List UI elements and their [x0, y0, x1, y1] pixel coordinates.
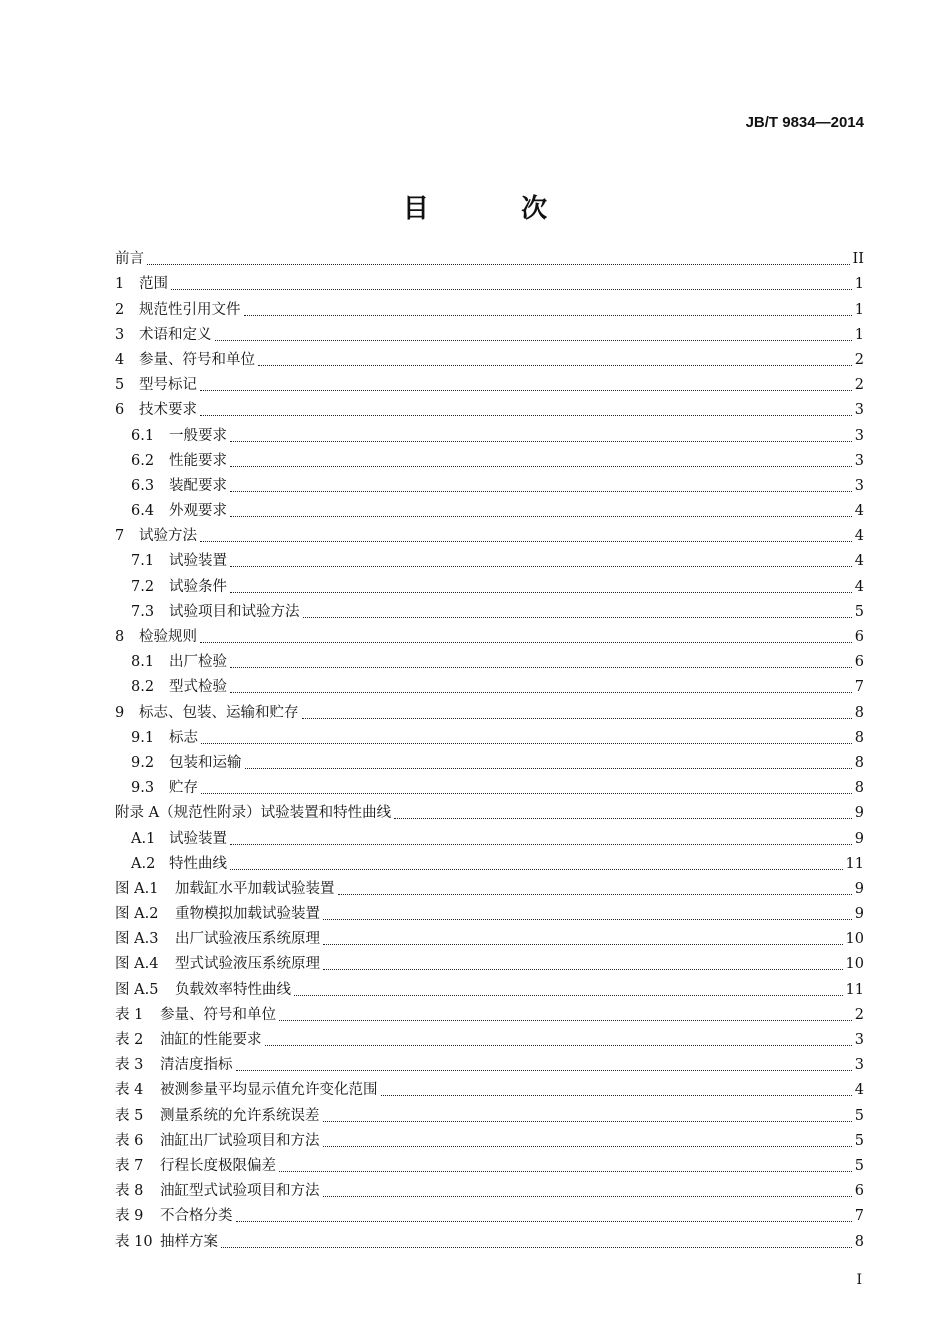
toc-entry-label: 前言	[115, 251, 144, 268]
toc-entry-label: 技术要求	[139, 402, 197, 419]
dot-leader	[201, 793, 852, 794]
toc-entry[interactable]	[115, 725, 864, 750]
toc-entry-label: 范围	[139, 276, 168, 293]
toc-entry-page: 9	[854, 906, 864, 923]
toc-entry-number: 6.3	[131, 477, 155, 494]
toc-entry-number: 8.1	[131, 654, 155, 671]
dot-leader	[200, 642, 852, 643]
toc-entry[interactable]	[115, 296, 864, 321]
dot-leader	[323, 919, 852, 920]
toc-entry[interactable]	[115, 548, 864, 573]
toc-entry-number: 9.1	[131, 729, 155, 746]
toc-entry[interactable]	[115, 876, 864, 901]
toc-entry-page: 11	[845, 855, 864, 872]
dot-leader	[323, 1146, 852, 1147]
toc-entry-label: 术语和定义	[139, 326, 212, 343]
toc-entry-number: A.1	[131, 830, 156, 847]
toc-entry-page: 6	[854, 629, 864, 645]
dot-leader	[201, 743, 852, 744]
toc-entry[interactable]	[115, 699, 864, 724]
toc-entry-page: 8	[854, 754, 864, 771]
toc-entry-label: 抽样方案	[160, 1233, 218, 1250]
toc-entry-page: 8	[854, 1233, 864, 1250]
toc-entry-number: 6.1	[131, 427, 155, 444]
toc-entry-number: 9	[115, 704, 125, 721]
toc-entry-number: 2	[115, 301, 125, 318]
dot-leader	[147, 264, 850, 265]
dot-leader	[279, 1020, 852, 1021]
toc-entry-number: 表 2	[115, 1032, 144, 1048]
toc-entry[interactable]	[115, 1128, 864, 1153]
toc-entry-number: 5	[115, 377, 125, 394]
toc-entry-page: 9	[854, 880, 864, 897]
toc-entry-page: 2	[854, 1006, 864, 1023]
toc-entry-label: 检验规则	[139, 629, 197, 645]
dot-leader	[200, 390, 852, 391]
toc-entry-label: 一般要求	[169, 427, 227, 444]
dot-leader	[230, 516, 852, 517]
toc-entry-page: 5	[854, 1132, 864, 1149]
toc-entry-number: 9.3	[131, 780, 155, 797]
toc-entry[interactable]	[115, 1153, 864, 1178]
dot-leader	[381, 1095, 852, 1096]
toc-entry-page: 9	[854, 805, 864, 822]
toc-entry[interactable]	[115, 1077, 864, 1102]
toc-entry-label: 型式检验	[169, 679, 227, 696]
toc-entry-number: 图 A.5	[115, 981, 159, 998]
toc-entry-page: 7	[854, 1208, 864, 1225]
toc-entry-page: 3	[854, 402, 864, 419]
toc-entry-page: 3	[854, 1057, 864, 1074]
toc-entry-page: 1	[854, 301, 864, 318]
toc-entry-page: 8	[854, 729, 864, 746]
toc-entry-label: 参量、符号和单位	[139, 351, 255, 368]
dot-leader	[230, 692, 852, 693]
toc-entry[interactable]	[115, 1002, 864, 1027]
toc-entry-page: 8	[854, 704, 864, 721]
dot-leader	[215, 340, 852, 341]
dot-leader	[244, 315, 852, 316]
toc-entry-page: 3	[854, 477, 864, 494]
dot-leader	[338, 894, 852, 895]
dot-leader	[258, 365, 852, 366]
toc-entry[interactable]	[115, 573, 864, 598]
toc-entry-page: 4	[854, 1082, 864, 1099]
dot-leader	[323, 1121, 852, 1122]
dot-leader	[323, 1196, 852, 1197]
dot-leader	[323, 944, 843, 945]
toc-entry-label: 测量系统的允许系统误差	[160, 1107, 320, 1124]
toc-entry-number: 表 6	[115, 1132, 144, 1149]
toc-entry-number: 表 8	[115, 1183, 144, 1200]
toc-entry-label: 试验项目和试验方法	[169, 603, 300, 620]
toc-entry[interactable]	[115, 624, 864, 649]
toc-entry[interactable]	[115, 800, 864, 825]
toc-entry-number: 表 7	[115, 1157, 144, 1174]
dot-leader	[171, 289, 852, 290]
toc-entry-label: 出厂检验	[169, 654, 227, 671]
toc-entry-page: 3	[854, 1032, 864, 1048]
toc-entry-label: 型号标记	[139, 377, 197, 394]
toc-entry-label: 被测参量平均显示值允许变化范围	[160, 1082, 378, 1099]
toc-entry-label: 加载缸水平加载试验装置	[175, 880, 335, 897]
dot-leader	[230, 844, 852, 845]
toc-entry[interactable]	[115, 951, 864, 976]
toc-entry-page: 5	[854, 1107, 864, 1124]
toc-entry[interactable]	[115, 750, 864, 775]
toc-entry-label: 性能要求	[169, 452, 227, 469]
toc-entry-number: 表 10	[115, 1233, 153, 1250]
toc-entry-number: 7	[115, 528, 125, 545]
toc-entry-page: 8	[854, 780, 864, 797]
toc-entry[interactable]	[115, 498, 864, 523]
toc-entry-number: 表 3	[115, 1057, 144, 1074]
toc-entry[interactable]	[115, 271, 864, 296]
toc-entry-number: 8.2	[131, 679, 155, 696]
dot-leader	[230, 441, 852, 442]
toc-entry-page: 6	[854, 1183, 864, 1200]
toc-entry-label: 行程长度极限偏差	[160, 1157, 276, 1174]
toc-entry-label: 装配要求	[169, 477, 227, 494]
toc-entry-number: 3	[115, 326, 125, 343]
toc-entry-label: 油缸型式试验项目和方法	[160, 1183, 320, 1200]
toc-entry-page: 4	[854, 578, 864, 595]
toc-entry[interactable]	[115, 599, 864, 624]
toc-entry-page: 10	[845, 931, 864, 948]
toc-entry-label: 油缸出厂试验项目和方法	[160, 1132, 320, 1149]
toc-entry-label: 参量、符号和单位	[160, 1006, 276, 1023]
toc-entry-page: 5	[854, 603, 864, 620]
toc-entry[interactable]	[115, 825, 864, 850]
toc-entry-number: 图 A.1	[115, 880, 159, 897]
toc-entry[interactable]	[115, 1027, 864, 1052]
toc-entry-page: 1	[854, 276, 864, 293]
dot-leader	[230, 869, 843, 870]
toc-entry[interactable]	[115, 851, 864, 876]
toc-entry-label: 不合格分类	[160, 1208, 233, 1225]
toc-entry-number: 7.3	[131, 603, 155, 620]
toc-entry-page: 5	[854, 1157, 864, 1174]
toc-entry-number: 7.1	[131, 553, 155, 570]
toc-entry-label: 试验条件	[169, 578, 227, 595]
dot-leader	[394, 818, 852, 819]
toc-entry-label: 试验装置	[169, 553, 227, 570]
dot-leader	[230, 491, 852, 492]
toc-entry-label: 重物模拟加载试验装置	[175, 906, 320, 923]
toc-entry-page: 9	[854, 830, 864, 847]
toc-entry[interactable]	[115, 1052, 864, 1077]
toc-entry[interactable]	[115, 1228, 864, 1253]
toc-entry-page: 3	[854, 427, 864, 444]
toc-entry-label: 清洁度指标	[160, 1057, 233, 1074]
page-number: I	[856, 1272, 862, 1288]
toc-entry[interactable]	[115, 347, 864, 372]
toc-entry[interactable]	[115, 473, 864, 498]
table-of-contents	[115, 246, 864, 1254]
toc-entry-number: 1	[115, 276, 125, 293]
toc-entry[interactable]	[115, 397, 864, 422]
dot-leader	[302, 718, 852, 719]
toc-entry-page: 1	[854, 326, 864, 343]
dot-leader	[230, 466, 852, 467]
toc-entry-label: 贮存	[169, 780, 198, 797]
toc-entry-number: 8	[115, 629, 125, 645]
toc-entry-number: 表 1	[115, 1006, 144, 1023]
toc-entry-number: 表 4	[115, 1082, 144, 1099]
toc-entry-page: 7	[854, 679, 864, 696]
toc-entry[interactable]	[115, 448, 864, 473]
toc-entry[interactable]	[115, 775, 864, 800]
dot-leader	[230, 566, 852, 567]
toc-entry[interactable]	[115, 1203, 864, 1228]
toc-entry-label: 规范性引用文件	[139, 301, 241, 318]
toc-entry-page: 6	[854, 654, 864, 671]
page-title: 目 次	[402, 194, 589, 224]
toc-entry-number: 图 A.4	[115, 956, 159, 973]
dot-leader	[221, 1247, 852, 1248]
toc-entry-page: 10	[845, 956, 864, 973]
toc-entry-page: 4	[854, 503, 864, 520]
toc-entry-page: 3	[854, 452, 864, 469]
toc-entry-number: 图 A.3	[115, 931, 159, 948]
toc-entry-page: 2	[854, 377, 864, 394]
toc-entry-number: 表 9	[115, 1208, 144, 1225]
toc-entry-number: 6.2	[131, 452, 155, 469]
toc-entry-label: 包装和运输	[169, 754, 242, 771]
toc-entry[interactable]	[115, 649, 864, 674]
toc-entry-label: 出厂试验液压系统原理	[175, 931, 320, 948]
toc-entry[interactable]	[115, 422, 864, 447]
toc-entry-number: 图 A.2	[115, 906, 159, 923]
document-id: JB/T 9834—2014	[745, 114, 864, 131]
dot-leader	[236, 1221, 852, 1222]
toc-entry[interactable]	[115, 901, 864, 926]
toc-entry-page: II	[852, 251, 864, 268]
dot-leader	[200, 541, 852, 542]
toc-entry-label: 外观要求	[169, 503, 227, 520]
toc-entry-number: 7.2	[131, 578, 155, 595]
dot-leader	[230, 667, 852, 668]
toc-entry[interactable]	[115, 322, 864, 347]
toc-entry[interactable]	[115, 1178, 864, 1203]
toc-entry-page: 2	[854, 351, 864, 368]
dot-leader	[265, 1045, 852, 1046]
toc-entry-label: 特性曲线	[169, 855, 227, 872]
toc-entry[interactable]	[115, 926, 864, 951]
toc-entry[interactable]	[115, 674, 864, 699]
toc-entry-page: 11	[845, 981, 864, 998]
toc-entry-label: 试验方法	[139, 528, 197, 545]
toc-entry[interactable]	[115, 372, 864, 397]
dot-leader	[323, 969, 843, 970]
toc-entry-label: 标志	[169, 729, 198, 746]
toc-entry[interactable]	[115, 976, 864, 1001]
toc-entry-label: 试验装置	[169, 830, 227, 847]
dot-leader	[236, 1070, 852, 1071]
toc-entry-number: A.2	[131, 855, 156, 872]
dot-leader	[200, 415, 852, 416]
toc-entry-number: 表 5	[115, 1107, 144, 1124]
dot-leader	[294, 995, 843, 996]
toc-entry[interactable]	[115, 1102, 864, 1127]
toc-entry-number: 6.4	[131, 503, 155, 520]
toc-entry[interactable]	[115, 246, 864, 271]
dot-leader	[279, 1171, 852, 1172]
toc-entry-number: 6	[115, 402, 125, 419]
toc-entry-page: 4	[854, 553, 864, 570]
toc-entry[interactable]	[115, 523, 864, 548]
toc-entry-label: 油缸的性能要求	[160, 1032, 262, 1048]
toc-entry-label: 附录 A（规范性附录）试验装置和特性曲线	[115, 805, 392, 822]
toc-entry-label: 标志、包装、运输和贮存	[139, 704, 299, 721]
toc-entry-page: 4	[854, 528, 864, 545]
toc-entry-number: 4	[115, 351, 125, 368]
toc-entry-label: 型式试验液压系统原理	[175, 956, 320, 973]
toc-entry-label: 负载效率特性曲线	[175, 981, 291, 998]
toc-entry-number: 9.2	[131, 754, 155, 771]
dot-leader	[230, 592, 852, 593]
dot-leader	[303, 617, 852, 618]
dot-leader	[245, 768, 852, 769]
